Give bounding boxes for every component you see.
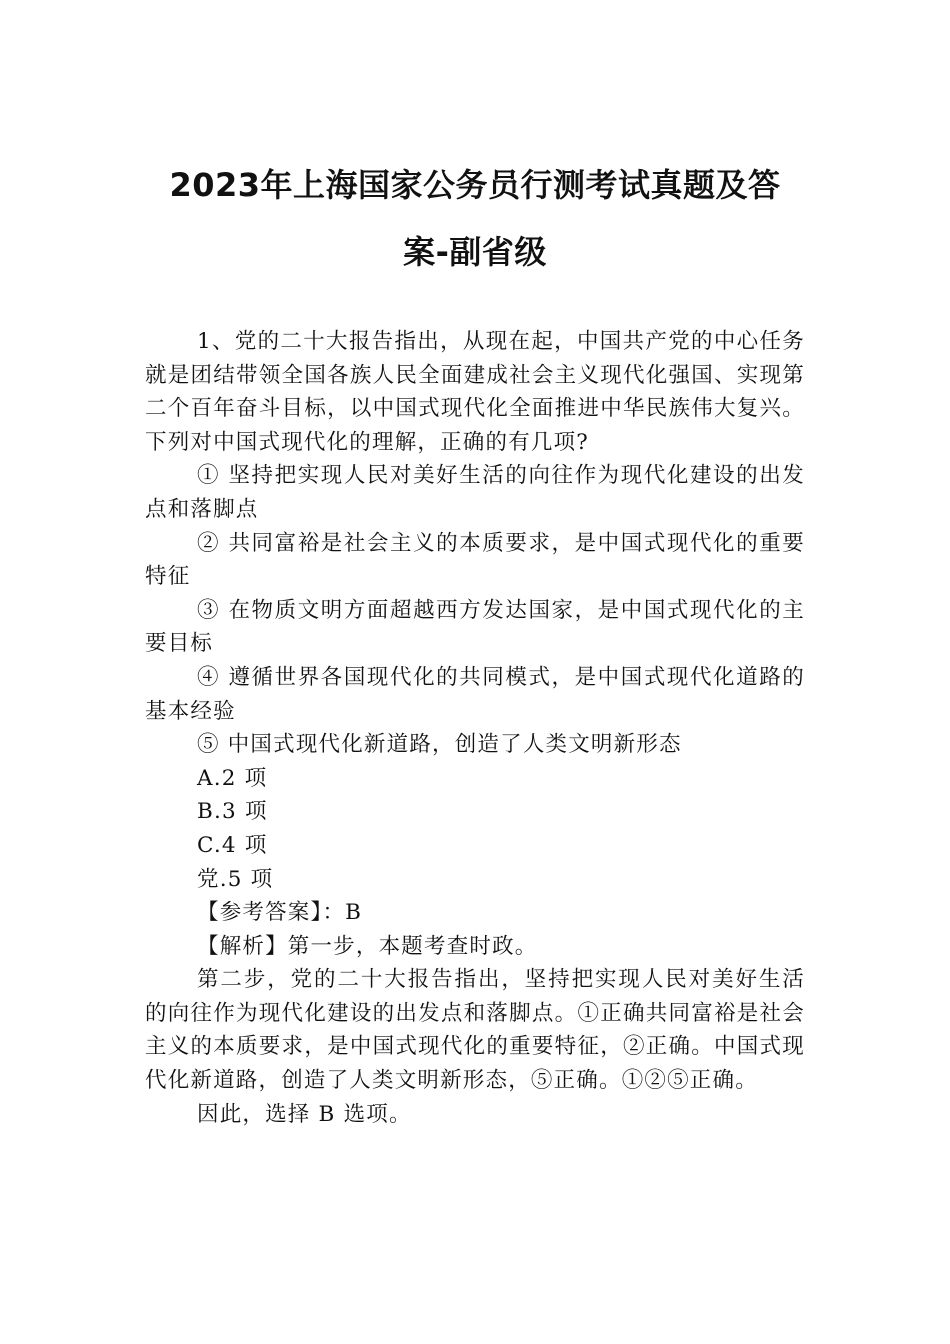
document-title-line-1: 2023年上海国家公务员行测考试真题及答 bbox=[169, 166, 781, 204]
document-body bbox=[145, 325, 805, 1131]
option-c: C.4 项 bbox=[197, 832, 268, 858]
statement-2: ② 共同富裕是社会主义的本质要求，是中国式现代化的重要特征 bbox=[145, 530, 805, 590]
document-title-line-2: 案-副省级 bbox=[403, 233, 547, 271]
statement-1: ① 坚持把实现人民对美好生活的向往作为现代化建设的出发点和落脚点 bbox=[145, 463, 805, 522]
analysis-step-1: 【解析】第一步，本题考查时政。 bbox=[197, 933, 538, 959]
reference-answer: 【参考答案】：B bbox=[197, 900, 363, 926]
option-b: B.3 项 bbox=[197, 799, 268, 825]
statement-3: ③ 在物质文明方面超越西方发达国家，是中国式现代化的主要目标 bbox=[145, 597, 805, 657]
option-d: 党.5 项 bbox=[197, 866, 274, 892]
analysis-step-2: 第二步，党的二十大报告指出，坚持把实现人民对美好生活的向往作为现代化建设的出发点和落脚点。①正确共同富裕是社会主义的本质要求，是中国式现代化的重要特征，②正确。中国式现代化新道路，创造了人类文明新形态，⑤正确。①②⑤正确。 bbox=[145, 967, 805, 1094]
analysis-conclusion: 因此，选择 B 选项。 bbox=[197, 1101, 412, 1127]
statement-5: ⑤ 中国式现代化新道路，创造了人类文明新形态 bbox=[197, 732, 682, 758]
option-a: A.2 项 bbox=[197, 765, 268, 791]
question-stem: 1、党的二十大报告指出，从现在起，中国共产党的中心任务就是团结带领全国各族人民全面建成社会主义现代化强国、实现第二个百年奋斗目标，以中国式现代化全面推进中华民族伟大复兴。下列对中国式现代化的理解，正确的有几项? bbox=[145, 329, 805, 455]
statement-4: ④ 遵循世界各国现代化的共同模式，是中国式现代化道路的基本经验 bbox=[145, 664, 805, 724]
